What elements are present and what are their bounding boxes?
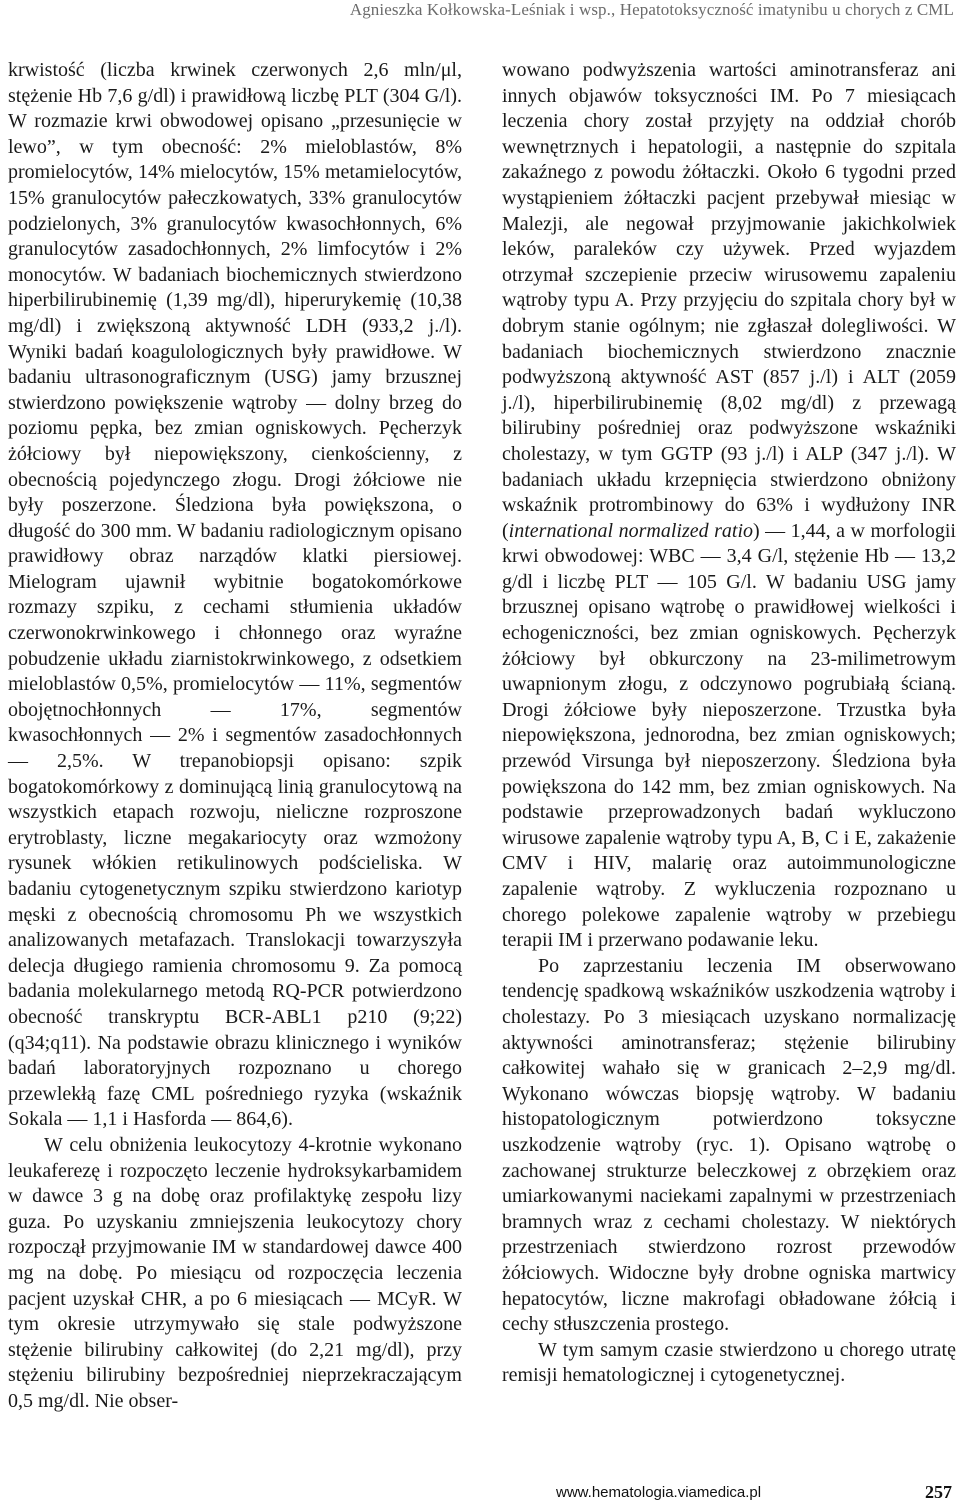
paragraph-text: ) — 1,44, a w morfologii krwi obwodowej: WBC — 3,4 G/l, stężenie Hb — 13,2 g/dl i liczbę PLT — 105 G/l. W badaniu USG jamy brzusznej opisano wątrobę o prawidłowej wielkości i echogeniczności, bez zmian ogniskowych. Pęcherzyk żółciowy był obkurczony na 23-milimetrowym uwapnionym złogu, z odczynowo pogrubiałą ścianą. Drogi żółciowe były nieposzerzone. Trzustka była niepowiększona, jednorodna, bez zmian ogniskowych; przewód Virsunga był nieposzerzony. Śledziona była powiększona do 142 mm, bez zmian ogniskowych. Na podstawie przeprowadzonych badań wykluczono wirusowe zapalenie wątroby typu A, B, C i E, zakażenie CMV i HIV, malarię oraz autoimmunologiczne zapalenie wątroby. Z wykluczenia rozpoznano u chorego polekowe zapalenie wątroby w przebiegu terapii IM i przerwano podawanie leku. bbox=[502, 519, 956, 952]
paragraph bbox=[502, 58, 956, 954]
italic-term: international normalized ratio bbox=[508, 519, 753, 542]
paragraph: Po zaprzestaniu leczenia IM obserwowano tendencję spadkową wskaźników uszkodzenia wątroby i cholestazy. Po 3 miesiącach uzyskano normalizację aktywności aminotransferaz; stężenie bilirubiny całkowitej wahało się w granicach 2–2,9 mg/dl. Wykonano wówczas biopsję wątroby. W badaniu histopatologicznym potwierdzono toksyczne uszkodzenie wątroby (ryc. 1). Opisano wątrobę o zachowanej strukturze beleczkowej z obrzękiem oraz umiarkowanymi naciekami zapalnymi w przestrzeniach bramnych wraz z cechami cholestazy. W niektórych przestrzeniach stwierdzono rozrost przewodów żółciowych. Widoczne były drobne ogniska martwicy hepatocytów, liczne makrofagi obładowane żółcią i cechy stłuszczenia prostego. bbox=[502, 954, 956, 1336]
left-column bbox=[8, 58, 462, 1414]
running-head: Agnieszka Kołkowska-Leśniak i wsp., Hepatotoksyczność imatynibu u chorych z CML bbox=[349, 0, 954, 19]
paragraph: krwistość (liczba krwinek czerwonych 2,6 mln/μl, stężenie Hb 7,6 g/dl) i prawidłową liczbę PLT (304 G/l). W rozmazie krwi obwodowej opisano „przesunięcie w lewo”, w tym obecność: 2% mieloblastów, 8% promielocytów, 14% mielocytów, 15% metamielocytów, 15% granulocytów pałeczkowatych, 33% granulocytów podzielonych, 3% granulocytów kwasochłonnych, 6% granulocytów zasadochłonnych, 2% limfocytów i 2% monocytów. W badaniach biochemicznych stwierdzono hiperbilirubinemię (1,39 mg/dl), hiperurykemię (10,38 mg/dl) i zwiększoną aktywność LDH (933,2 j./l). Wyniki badań koagulologicznych były prawidłowe. W badaniu ultrasonograficznym (USG) jamy brzusznej stwierdzono powiększenie wątroby — dolny brzeg do poziomu pępka, bez zmian ogniskowych. Pęcherzyk żółciowy był niepowiększony, cienkościenny, z obecnością pojedynczego złogu. Drogi żółciowe nie były poszerzone. Śledziona była powiększona, o długość do 300 mm. W badaniu radiologicznym opisano prawidłowy obraz narządów klatki piersiowej. Mielogram ujawnił wybitnie bogatokomórkowe rozmazy szpiku, z cechami stłumienia układów czerwonokrwinkowego i chłonnego oraz wyraźne pobudzenie układu ziarnistokrwinkowego, z odsetkiem mieloblastów 0,5%, promielocytów — 11%, segmentów obojętnochłonnych — 17%, segmentów kwasochłonnych — 2% i segmentów zasadochłonnych — 2,5%. W trepanobiopsji opisano: szpik bogatokomórkowy z dominującą linią granulocytową na wszystkich etapach rozwoju, nieliczne rozproszone erytroblasty, liczne megakariocyty oraz wzmożony rysunek włókien retikulinowych podścieliska. W badaniu cytogenetycznym szpiku stwierdzono kariotyp męski z obecnością chromosomu Ph we wszystkich analizowanych metafazach. Translokacji towarzyszyła delecja długiego ramienia chromosomu 9. Za pomocą badania molekularnego metodą RQ-PCR potwierdzono obecność transkryptu BCR-ABL1 p210 (9;22)(q34;q11). Na podstawie obrazu klinicznego i wyników badań laboratoryjnych rozpoznano u chorego przewlekłą fazę CML pośredniego ryzyka (wskaźnik Sokala — 1,1 i Hasforda — 864,6). bbox=[8, 59, 462, 1131]
page-number: 257 bbox=[925, 1482, 952, 1502]
right-column bbox=[502, 58, 956, 1389]
page-footer bbox=[0, 1482, 960, 1508]
paragraph-text: wowano podwyższenia wartości aminotransferaz ani innych objawów toksyczności IM. Po 7 miesiącach leczenia chory został przyjęty na oddział chorób wewnętrznych i hepatologii, a następnie do szpitala zakaźnego z powodu żółtaczki. Około 6 tygodni przed wystąpieniem żółtaczki pacjent przebywał miesiąc w Malezji, ale negował przyjmowanie jakichkolwiek leków, paraleków czy używek. Przed wyjazdem otrzymał szczepienie przeciw wirusowemu zapaleniu wątroby typu A. Przy przyjęciu do szpitala chory był w dobrym stanie ogólnym; nie zgłaszał dolegliwości. W badaniach biochemicznych stwierdzono znacznie podwyższoną aktywność AST (857 j./l) i ALT (2059 j./l), hiperbilirubinemię (8,02 mg/dl) z przewagą bilirubiny pośredniej oraz podwyższone wskaźniki cholestazy, w tym GGTP (93 j./l) i ALP (347 j./l). W badaniach układu krzepnięcia stwierdzono obniżony wskaźnik protrombinowy do 63% i wydłużony INR ( bbox=[502, 59, 956, 542]
paragraph: W celu obniżenia leukocytozy 4-krotnie wykonano leukaferezę i rozpoczęto leczenie hydroksykarbamidem w dawce 3 g na dobę oraz profilaktykę zespołu lizy guza. Po uzyskaniu zmniejszenia leukocytozy chory rozpoczął przyjmowanie IM w standardowej dawce 400 mg na dobę. Po miesiącu od rozpoczęcia leczenia pacjent uzyskał CHR, a po 6 miesiącach — MCyR. W tym okresie utrzymywało się stale podwyższone stężenie bilirubiny całkowitej (do 2,21 mg/dl), przy stężeniu bilirubiny bezpośredniej nieprzekraczającym 0,5 mg/dl. Nie obser- bbox=[8, 1133, 462, 1412]
paragraph: W tym samym czasie stwierdzono u chorego utratę remisji hematologicznej i cytogenetycznej. bbox=[502, 1338, 956, 1387]
journal-url: www.hematologia.viamedica.pl bbox=[556, 1484, 762, 1501]
page-header bbox=[0, 0, 960, 28]
